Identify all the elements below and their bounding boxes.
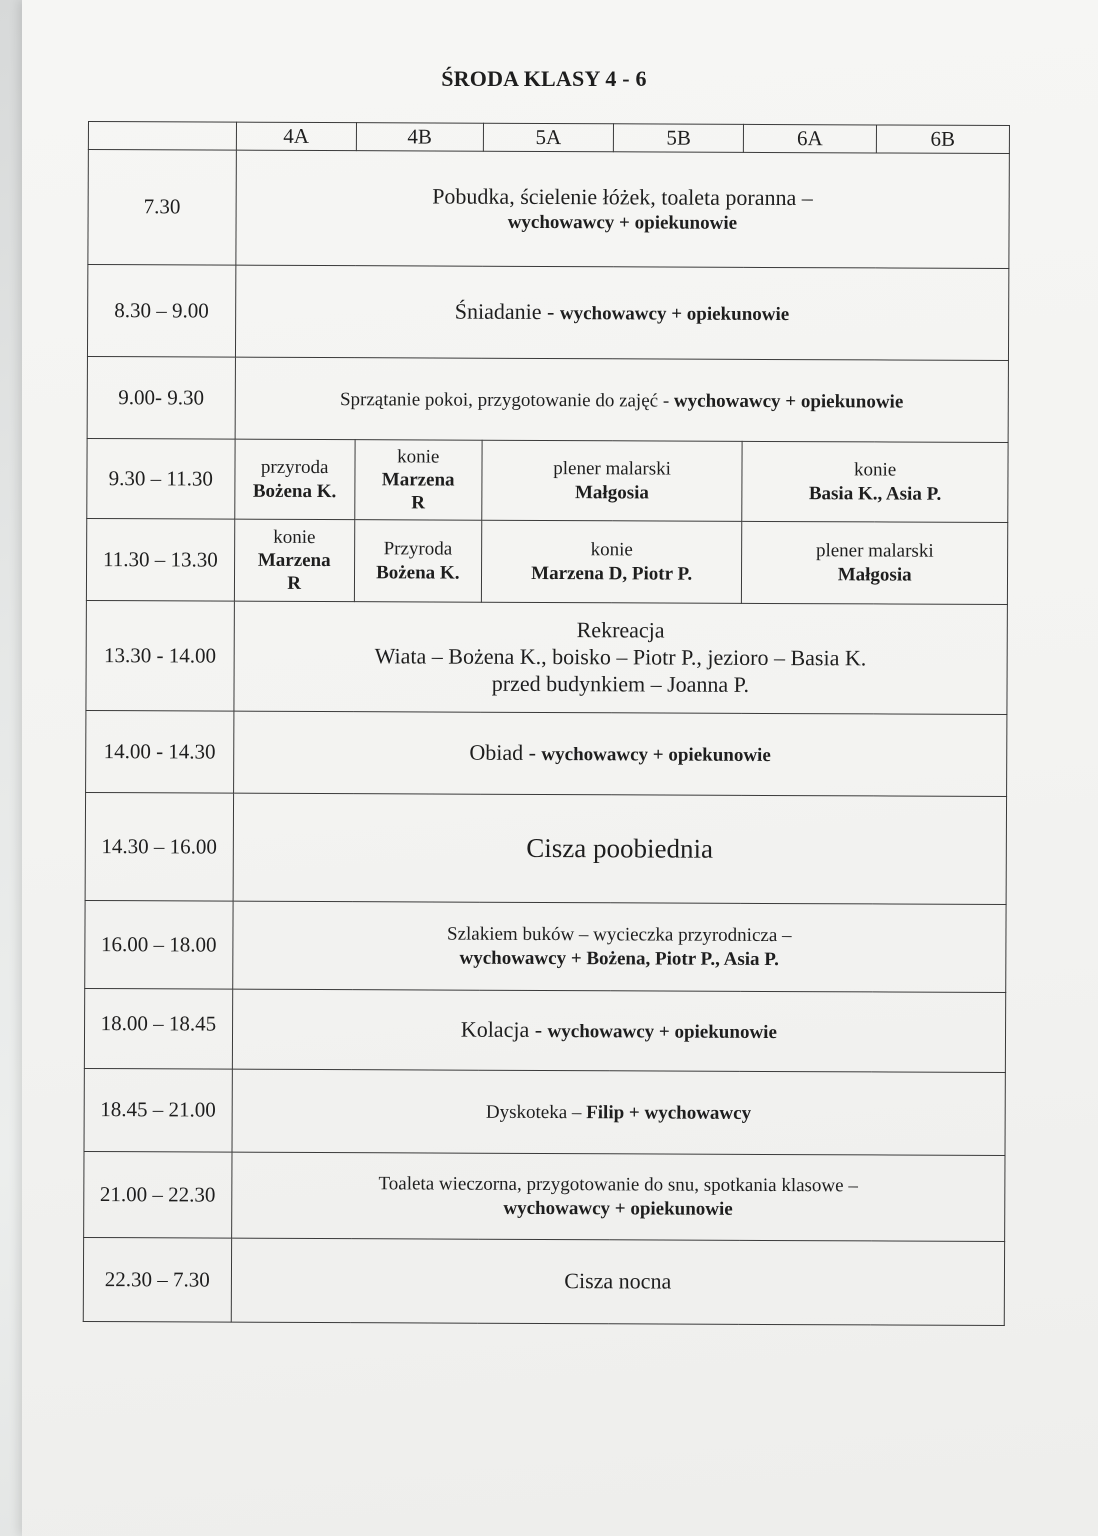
- activity-cell: [231, 1152, 1005, 1241]
- activity-cell-4b: [354, 440, 482, 521]
- activity-cell-6ab: [742, 521, 1008, 604]
- schedule-table: [83, 121, 1010, 1326]
- staff-text: Bożena K.: [252, 480, 337, 502]
- schedule-row: [85, 900, 1006, 992]
- activity-cell: [236, 150, 1010, 268]
- activity-text: Toaleta wieczorna, przygotowanie do snu, spotkania klasowe –: [378, 1173, 858, 1197]
- schedule-row: [83, 1237, 1004, 1325]
- staff-text: Marzena D, Piotr P.: [531, 562, 693, 585]
- class-header-5a: 5A: [483, 123, 613, 152]
- staff-text: wychowawcy + Bożena, Piotr P., Asia P.: [459, 947, 779, 970]
- staff-text: wychowawcy + opiekunowie: [673, 390, 904, 413]
- activity-cell: [235, 265, 1009, 360]
- activity-cell-4b: [354, 520, 482, 603]
- staff-text: R: [287, 572, 302, 595]
- header-empty-cell: [88, 122, 236, 151]
- time-cell: 9.00- 9.30: [87, 356, 235, 439]
- schedule-row: [87, 265, 1008, 361]
- schedule-row: [86, 518, 1007, 604]
- class-header-4a: 4A: [236, 122, 356, 151]
- activity-text: konie: [397, 446, 440, 468]
- activity-cell-5ab: [482, 440, 743, 521]
- activity-text: konie: [590, 539, 633, 561]
- activity-text: Śniadanie -: [454, 298, 560, 325]
- activity-text: Cisza nocna: [564, 1268, 672, 1294]
- time-cell: 11.30 – 13.30: [86, 518, 234, 601]
- activity-text: Kolacja -: [460, 1016, 548, 1043]
- class-header-4b: 4B: [356, 123, 483, 152]
- activity-text: Obiad -: [469, 739, 542, 766]
- activity-text: Sprzątanie pokoi, przygotowanie do zajęć -: [339, 388, 674, 412]
- class-header-5b: 5B: [613, 124, 743, 153]
- staff-text: wychowawcy + opiekunowie: [503, 1197, 733, 1220]
- staff-text: Marzena: [257, 549, 331, 571]
- staff-text: wychowawcy + opiekunowie: [547, 1021, 777, 1044]
- activity-text: plener malarski: [553, 458, 671, 480]
- time-cell: 7.30: [88, 150, 236, 266]
- activity-text: Rekreacja: [576, 617, 665, 643]
- activity-cell-4a: [234, 439, 354, 520]
- activity-cell: [234, 601, 1008, 714]
- activity-cell: [232, 901, 1006, 992]
- activity-text: Wiata – Bożena K., boisko – Piotr P., jezioro – Basia K.: [374, 643, 867, 671]
- schedule-row: [85, 792, 1006, 904]
- staff-text: Bożena K.: [376, 561, 460, 584]
- activity-cell: [232, 989, 1006, 1072]
- time-cell: 14.30 – 16.00: [85, 792, 233, 901]
- activity-cell: [233, 711, 1007, 796]
- time-cell: 13.30 - 14.00: [86, 600, 234, 711]
- activity-text: Pobudka, ścielenie łóżek, toaleta poranna –: [432, 183, 813, 211]
- staff-text: wychowawcy + opiekunowie: [507, 211, 738, 234]
- time-cell: 18.00 – 18.45: [84, 988, 232, 1069]
- staff-text: Marzena: [381, 469, 455, 491]
- staff-text: wychowawcy + opiekunowie: [559, 303, 790, 326]
- time-cell: 9.30 – 11.30: [87, 438, 235, 519]
- activity-text: Dyskoteka –: [485, 1101, 587, 1124]
- schedule-row: [86, 600, 1007, 714]
- activity-cell-5ab: [481, 520, 742, 603]
- schedule-row: [87, 438, 1008, 522]
- activity-text: konie: [273, 526, 316, 548]
- activity-text: Cisza poobiednia: [526, 832, 714, 864]
- time-cell: 14.00 - 14.30: [86, 710, 234, 793]
- activity-text: Przyroda: [383, 538, 453, 560]
- staff-text: Małgosia: [574, 481, 649, 503]
- activity-text: Szlakiem buków – wycieczka przyrodnicza –: [446, 923, 792, 947]
- staff-text: R: [411, 492, 426, 514]
- time-cell: 8.30 – 9.00: [87, 265, 235, 358]
- activity-cell: [235, 357, 1009, 442]
- time-cell: 21.00 – 22.30: [84, 1151, 232, 1238]
- header-row: [88, 122, 1009, 154]
- time-cell: 22.30 – 7.30: [83, 1237, 231, 1322]
- staff-text: Małgosia: [837, 563, 912, 586]
- activity-text: przyroda: [260, 457, 329, 479]
- activity-cell: [231, 1238, 1005, 1325]
- staff-text: wychowawcy + opiekunowie: [541, 744, 771, 767]
- schedule-row: [84, 1151, 1005, 1241]
- page-title: ŚRODA KLASY 4 - 6: [441, 66, 647, 91]
- class-header-6a: 6A: [744, 124, 876, 153]
- schedule-row: [86, 710, 1007, 796]
- activity-text: przed budynkiem – Joanna P.: [491, 670, 750, 697]
- activity-cell: [232, 1069, 1006, 1155]
- schedule-row: [84, 988, 1005, 1072]
- class-header-6b: 6B: [876, 125, 1009, 154]
- schedule-row: [84, 1068, 1005, 1155]
- activity-cell-4a: [234, 519, 354, 602]
- staff-text: Basia K., Asia P.: [808, 482, 942, 505]
- time-cell: 16.00 – 18.00: [85, 900, 233, 989]
- paper-sheet: [22, 0, 1098, 1536]
- activity-text: plener malarski: [815, 540, 934, 563]
- activity-cell-6ab: [742, 441, 1008, 522]
- schedule-row: [87, 356, 1008, 442]
- activity-text: konie: [854, 459, 897, 481]
- staff-text: Filip + wychowawcy: [586, 1102, 752, 1125]
- time-cell: 18.45 – 21.00: [84, 1068, 232, 1152]
- activity-cell: [233, 793, 1007, 904]
- schedule-row: [88, 150, 1009, 269]
